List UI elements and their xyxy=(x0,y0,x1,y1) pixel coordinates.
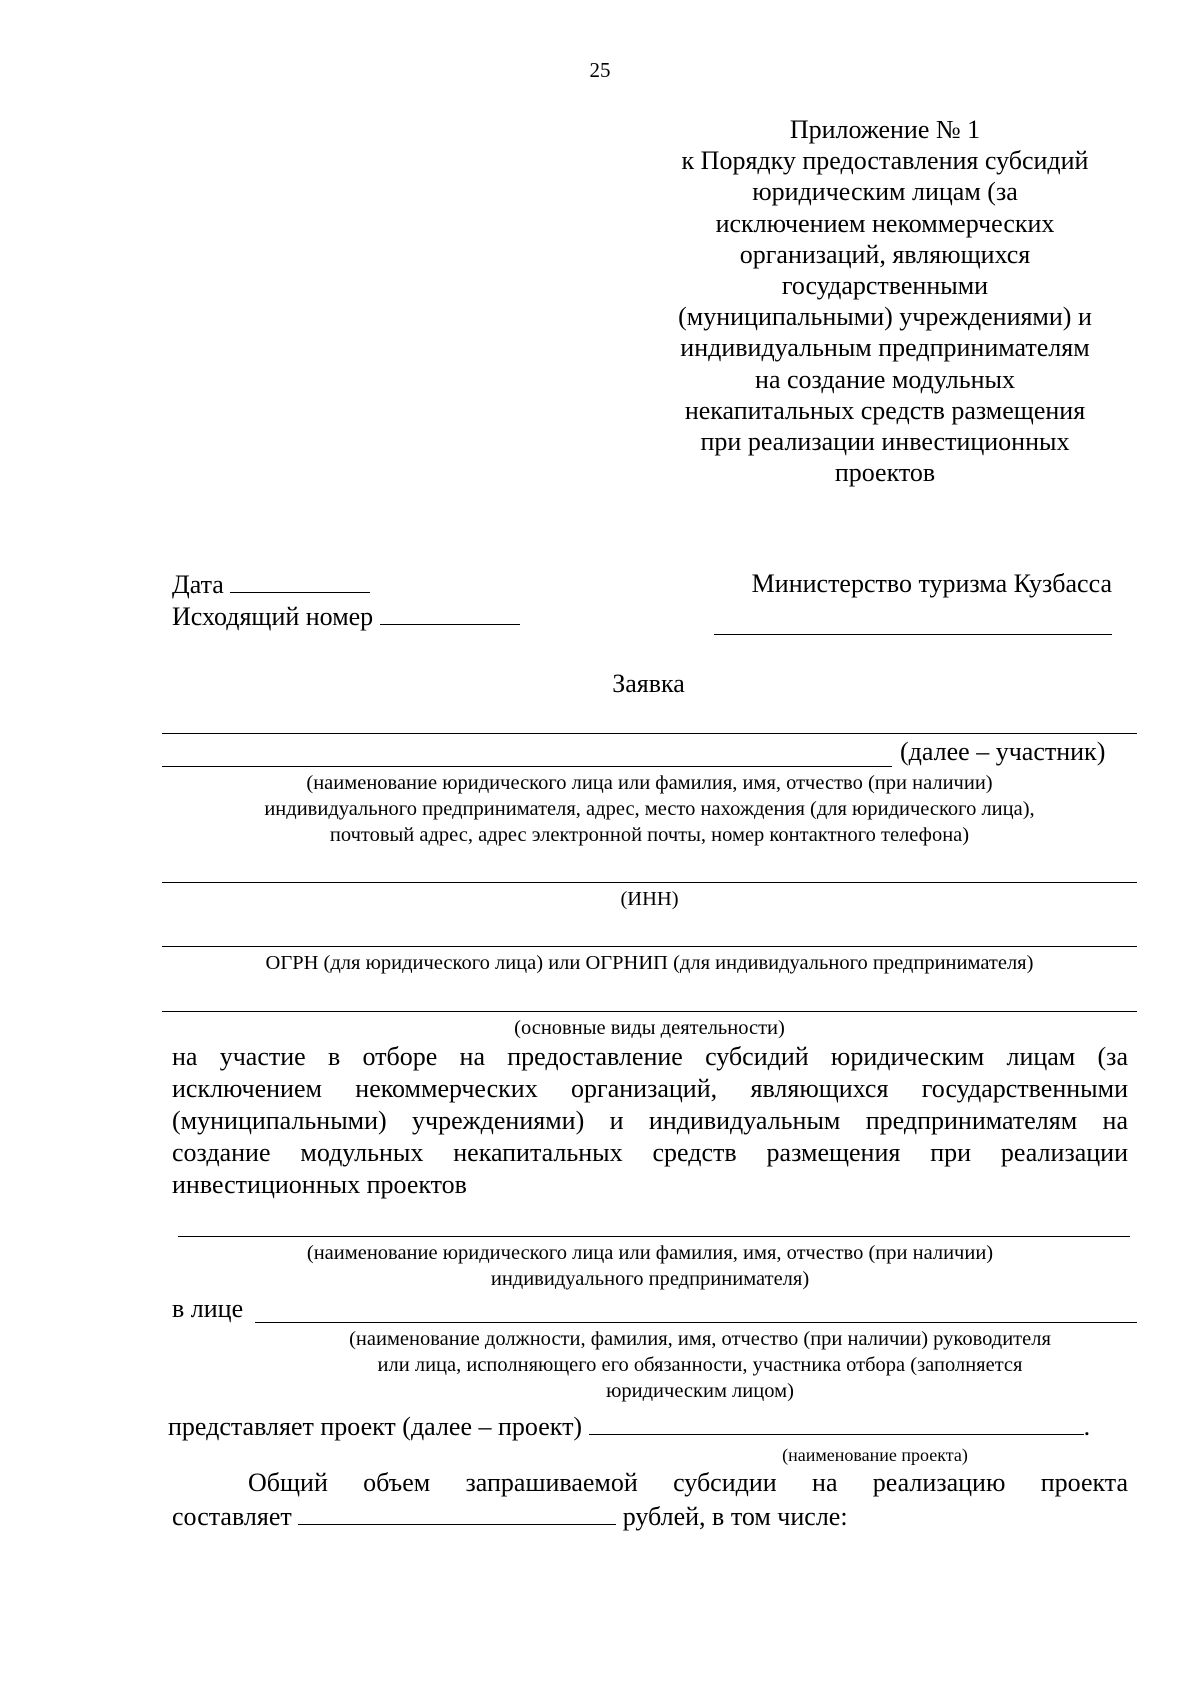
caption-line: индивидуального предпринимателя, адрес, место нахождения (для юридического лица), xyxy=(264,798,1035,820)
purpose-line: исключением некоммерческих организаций, являющихся государственными xyxy=(172,1074,1128,1103)
appendix-line: юридическим лицам (за xyxy=(752,177,1018,207)
participant-line-2[interactable] xyxy=(162,766,892,767)
outgoing-number-field[interactable] xyxy=(380,600,520,625)
represented-label: в лице xyxy=(172,1294,244,1323)
appendix-line: некапитальных средств размещения xyxy=(684,395,1086,425)
date-label: Дата xyxy=(172,570,224,599)
caption-line: или лица, исполняющего его обязанности, участника отбора (заполняется xyxy=(377,1354,1023,1376)
appendix-line: на создание модульных xyxy=(755,364,1015,394)
ministry-blank[interactable] xyxy=(714,634,1112,635)
participant-suffix: (далее – участник) xyxy=(900,737,1106,766)
represented-line[interactable] xyxy=(255,1322,1137,1323)
caption-line: (наименование должности, фамилия, имя, отчество (при наличии) руководителя xyxy=(349,1328,1051,1350)
subsidy-suffix: рублей, в том числе: xyxy=(622,1502,848,1531)
participant-line-1[interactable] xyxy=(162,733,1137,734)
purpose-line: (муниципальными) учреждениями) и индивидуальным предпринимателям на xyxy=(172,1106,1128,1135)
project-name-field[interactable] xyxy=(589,1410,1084,1435)
caption-line: (наименование юридического лица или фамилия, имя, отчество (при наличии) xyxy=(306,772,993,794)
represented-caption xyxy=(270,1326,1130,1404)
date-row xyxy=(172,568,370,601)
purpose-line: создание модульных некапитальных средств размещения при реализации xyxy=(172,1138,1128,1167)
project-label: представляет проект (далее – проект) xyxy=(168,1412,583,1441)
appendix-heading xyxy=(655,114,1115,488)
name-line[interactable] xyxy=(178,1236,1130,1237)
purpose-line-last: инвестиционных проектов xyxy=(172,1170,467,1199)
purpose-paragraph xyxy=(172,1041,1128,1201)
caption-line: (наименование юридического лица или фамилия, имя, отчество (при наличии) xyxy=(306,1242,994,1264)
appendix-line: государственными xyxy=(781,271,989,301)
appendix-line: организаций, являющихся xyxy=(739,239,1031,269)
inn-line[interactable] xyxy=(162,882,1137,883)
caption-line: индивидуального предпринимателя) xyxy=(490,1268,810,1290)
appendix-line: к Порядку предоставления субсидий xyxy=(681,146,1089,176)
caption-line: почтовый адрес, адрес электронной почты, номер контактного телефона) xyxy=(329,824,970,846)
subsidy-line-1 xyxy=(248,1467,1128,1499)
appendix-line: при реализации инвестиционных xyxy=(700,427,1070,457)
page-number: 25 xyxy=(589,58,611,82)
ogrn-caption: ОГРН (для юридического лица) или ОГРНИП (для индивидуального предпринимателя) xyxy=(265,952,1034,974)
ministry-name: Министерство туризма Кузбасса xyxy=(751,569,1112,598)
name-caption xyxy=(170,1240,1130,1292)
activity-line[interactable] xyxy=(162,1011,1137,1012)
project-row xyxy=(168,1410,1090,1443)
caption-line: юридическим лицом) xyxy=(606,1380,794,1402)
appendix-line: Приложение № 1 xyxy=(789,115,981,144)
outgoing-number-row xyxy=(172,600,520,633)
project-caption: (наименование проекта) xyxy=(782,1445,968,1465)
subsidy-line-2 xyxy=(172,1500,848,1533)
inn-caption: (ИНН) xyxy=(620,888,679,910)
subsidy-first-line: Общий объем запрашиваемой субсидии на реализацию проекта xyxy=(248,1468,1128,1497)
date-field[interactable] xyxy=(230,568,370,593)
ogrn-line[interactable] xyxy=(162,946,1137,947)
activity-caption: (основные виды деятельности) xyxy=(514,1017,785,1039)
form-title: Заявка xyxy=(612,669,685,698)
subsidy-prefix: составляет xyxy=(172,1502,292,1531)
appendix-line: исключением некоммерческих xyxy=(715,208,1055,238)
appendix-line: проектов xyxy=(834,458,936,488)
appendix-line: (муниципальными) учреждениями) и xyxy=(678,302,1092,332)
project-end: . xyxy=(1083,1412,1091,1441)
subsidy-amount-field[interactable] xyxy=(298,1500,616,1525)
participant-caption xyxy=(162,770,1137,848)
purpose-line: на участие в отборе на предоставление субсидий юридическим лицам (за xyxy=(172,1042,1128,1071)
outgoing-number-label: Исходящий номер xyxy=(172,602,374,631)
appendix-line: индивидуальным предпринимателям xyxy=(680,333,1090,363)
